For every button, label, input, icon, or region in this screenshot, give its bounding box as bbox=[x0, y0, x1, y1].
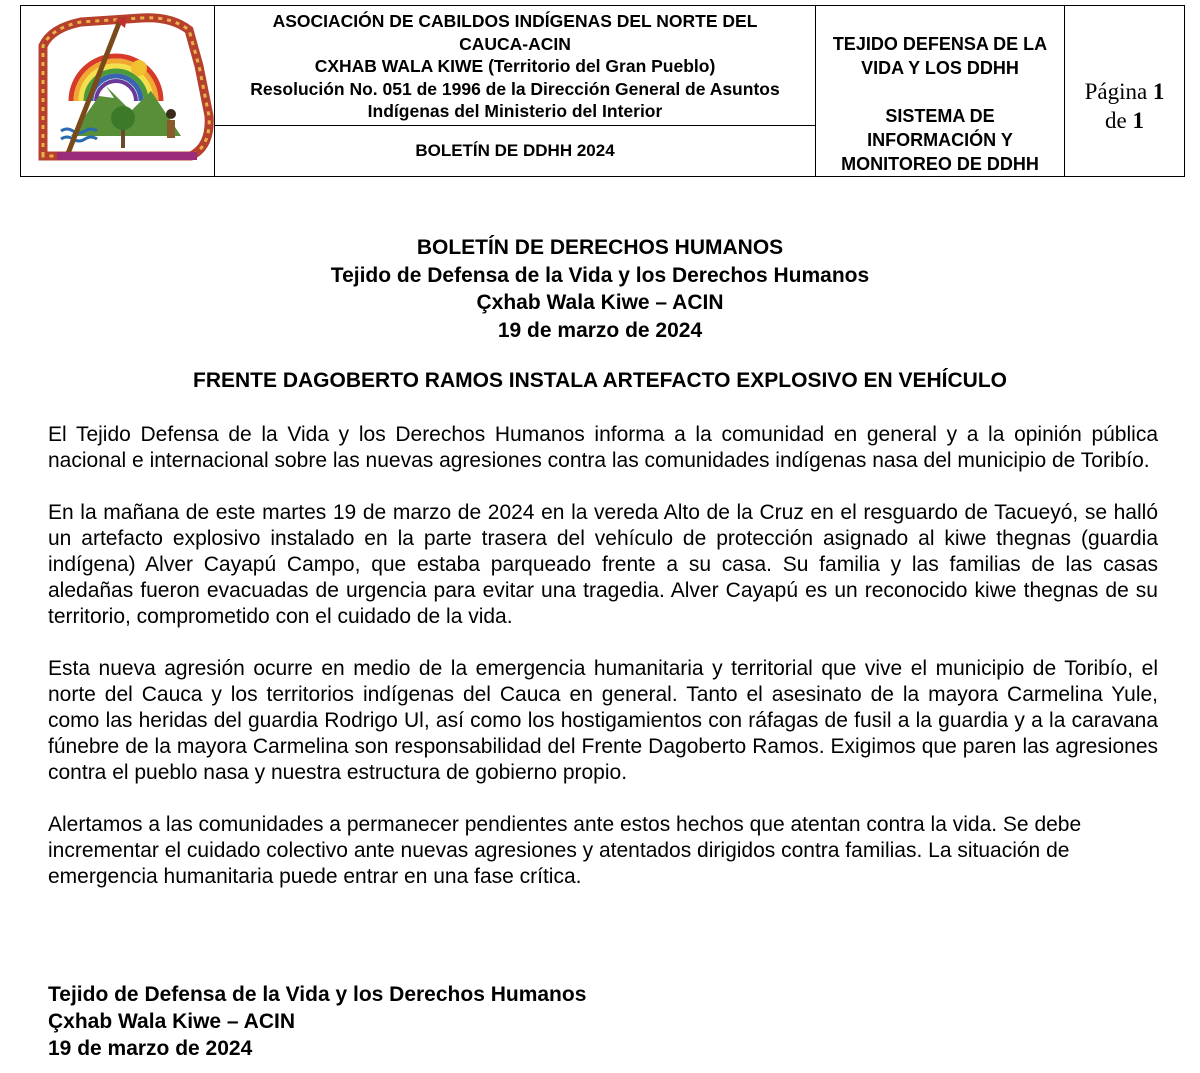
tejido-block bbox=[815, 6, 1065, 176]
bulletin-body bbox=[48, 422, 1158, 916]
org-line: CXHAB WALA KIWE (Territorio del Gran Pueblo) bbox=[314, 56, 716, 76]
acin-emblem-icon bbox=[21, 6, 215, 176]
title-line: Tejido de Defensa de la Vida y los Derechos Humanos bbox=[330, 263, 870, 287]
body-paragraph: Alertamos a las comunidades a permanecer pendientes ante estos hechos que atentan contra la vida. Se debe incrementar el cuidado colectivo ante nuevas agresiones y atentados dirigidos contra familias. La situación de emergencia humanitaria puede entrar en una fase crítica. bbox=[48, 813, 1082, 888]
org-line: Resolución No. 051 de 1996 de la Dirección General de Asuntos bbox=[250, 78, 780, 99]
body-paragraph: El Tejido Defensa de la Vida y los Derechos Humanos informa a la comunidad en general y a la opinión pública nacional e internacional sobre las nuevas agresiones contra las comunidades indígenas nasa del municipio de Toribío. bbox=[48, 423, 1158, 472]
logo-cell bbox=[21, 6, 215, 176]
headline: FRENTE DAGOBERTO RAMOS INSTALA ARTEFACTO EXPLOSIVO EN VEHÍCULO bbox=[193, 369, 1007, 392]
page-label: Página bbox=[1084, 79, 1148, 104]
title-line: Çxhab Wala Kiwe – ACIN bbox=[476, 291, 724, 314]
tejido-line: TEJIDO DEFENSA DE LA bbox=[832, 34, 1048, 54]
page-of: de bbox=[1105, 108, 1127, 133]
page-number bbox=[1065, 6, 1184, 176]
bulletin-label: BOLETÍN DE DDHH 2024 bbox=[415, 141, 615, 160]
signature-line: Çxhab Wala Kiwe – ACIN bbox=[48, 1010, 295, 1033]
page-total: 1 bbox=[1132, 108, 1144, 133]
page-current: 1 bbox=[1152, 79, 1165, 104]
signature-date: 19 de marzo de 2024 bbox=[48, 1037, 253, 1060]
signature-block bbox=[48, 981, 586, 1062]
sistema-line: MONITOREO DE DDHH bbox=[841, 154, 1039, 174]
body-paragraph: En la mañana de este martes 19 de marzo de 2024 en la vereda Alto de la Cruz en el resguardo de Tacueyó, se halló un artefacto explosivo instalado en la parte trasera del vehículo de protección asignado al kiwe thegnas (guardia indígena) Alver Cayapú Campo, que estaba parqueado frente a su casa. Su familia y las familias de las casas aledañas fueron evacuadas de urgencia para evitar una tragedia. Alver Cayapú es un reconocido kiwe thegnas de su territorio, comprometido con el cuidado de la vida. bbox=[48, 501, 1158, 628]
sistema-line: INFORMACIÓN Y bbox=[867, 130, 1013, 150]
org-line: CAUCA-ACIN bbox=[459, 33, 571, 54]
organization-block bbox=[215, 6, 815, 126]
sistema-line: SISTEMA DE bbox=[885, 106, 995, 126]
title-date: 19 de marzo de 2024 bbox=[497, 318, 703, 342]
org-line: ASOCIACIÓN DE CABILDOS INDÍGENAS DEL NORTE DEL bbox=[272, 11, 758, 31]
signature-line: Tejido de Defensa de la Vida y los Derechos Humanos bbox=[48, 983, 587, 1006]
body-paragraph: Esta nueva agresión ocurre en medio de la emergencia humanitaria y territorial que vive el municipio de Toribío, el norte del Cauca y los territorios indígenas del Cauca en general. Tanto el asesinato de la mayora Carmelina Yule, como las heridas del guardia Rodrigo Ul, así como los hostigamientos con ráfagas de fusil a la guardia y a la caravana fúnebre de la mayora Carmelina son responsabilidad del Frente Dagoberto Ramos. Exigimos que paren las agresiones contra el pueblo nasa y nuestra estructura de gobierno propio. bbox=[48, 657, 1158, 784]
bulletin-title bbox=[0, 234, 1200, 344]
org-line: Indígenas del Ministerio del Interior bbox=[367, 101, 663, 121]
title-line: BOLETÍN DE DERECHOS HUMANOS bbox=[416, 236, 784, 259]
document-header-table bbox=[20, 5, 1185, 177]
tejido-line: VIDA Y LOS DDHH bbox=[861, 58, 1019, 78]
